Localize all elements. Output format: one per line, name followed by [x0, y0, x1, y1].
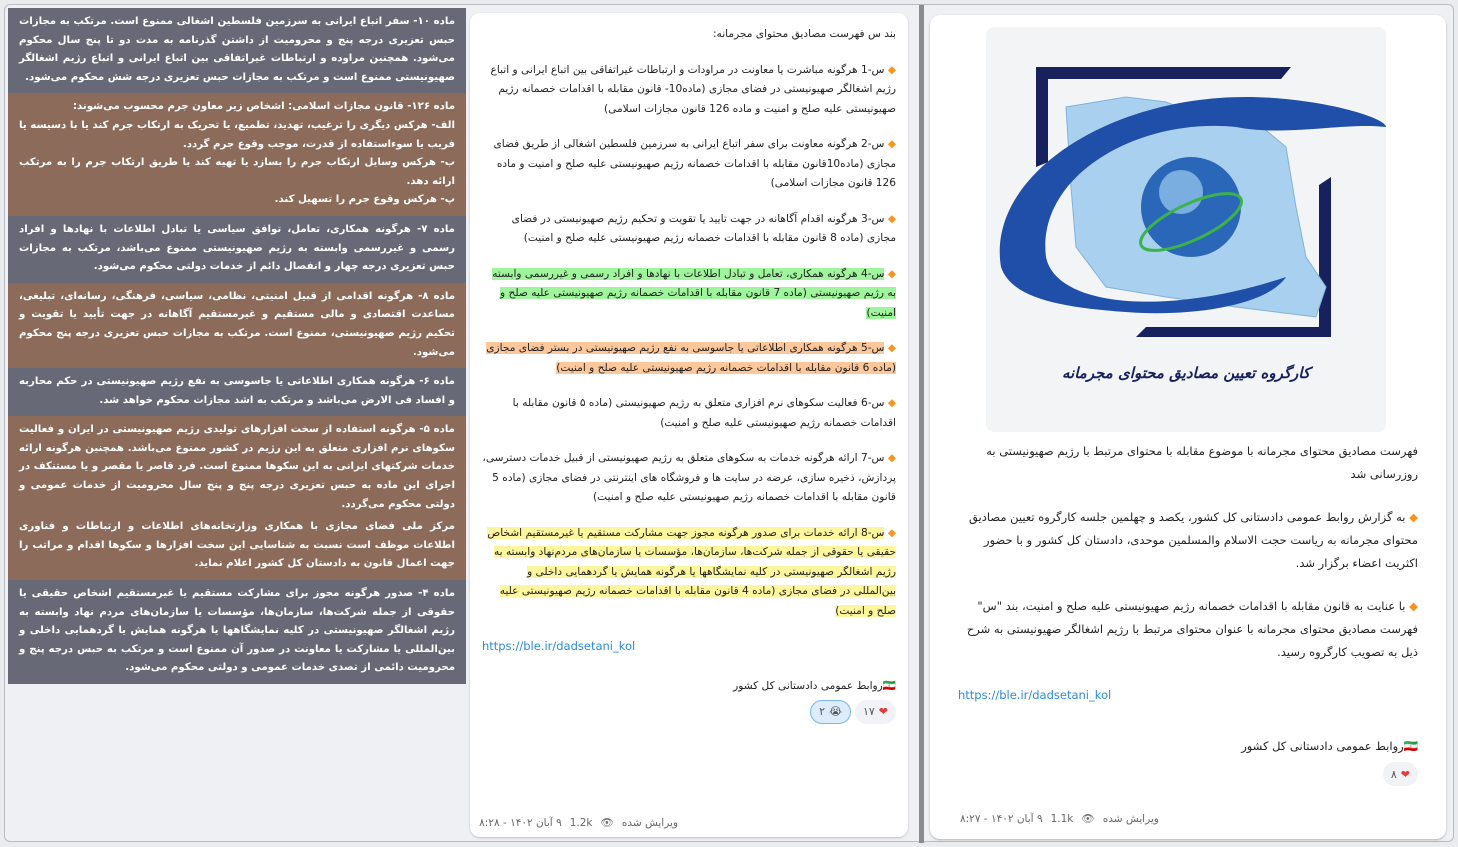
logo-text: کارگروه تعیین مصادیق محتوای مجرمانه — [1062, 364, 1310, 382]
signature: 🇮🇷روابط عمومی دادستانی کل کشور — [733, 679, 896, 692]
post-paragraph: ◆ با عنایت به قانون مقابله با اقدامات خصمانه رژیم صهیونیستی علیه صلح و امنیت، بند "س" فهرست مصادیق محتوای مجرمانه با عنوان محتوای مرتبط با رژیم اشغالگر صهیونیستی به شرح ذیل به تصویب کارگروه رسید. — [966, 599, 1418, 659]
law-article-text: ماده ۵- هرگونه استفاده از سخت افزارهای تولیدی رژیم صهیونیستی در ایران و فعالیت سکوهای نرم افزاری متعلق به این رژیم در کشور ممنوع می‌باشد. همچنین هرگونه ارائه خدمات شرکتهای ایرانی به این سکوها ممنوع است. فرد قاصر یا مقصر و یا مستنکف در اجرای این ماده به حبس تعزیری درجه پنج و پنج سال محرومیت از خدمات عمومی و دولتی محکوم می‌گردد. — [19, 424, 455, 510]
reaction-heart[interactable]: ❤ ۸ — [1383, 762, 1418, 786]
diamond-icon: ◆ — [884, 212, 896, 225]
post-paragraph: ◆ به گزارش روابط عمومی دادستانی کل کشور، یکصد و چهلمین جلسه کارگروه تعیین مصادیق محتوای مجرمانه به ریاست حجت الاسلام والمسلمین موحدی، دادستان کل کشور و با حضور اکثریت اعضاء برگزار شد. — [968, 510, 1418, 570]
content-item: ◆ س-2 هرگونه معاونت برای سفر اتباع ایرانی به سرزمین فلسطین اشغالی از طریق فضای مجازی (ماده10قانون مقابله با اقدامات خصمانه رژیم صهیونیستی علیه صلح و امنیت و ماده 126 قانون مجازات اسلامی) — [493, 138, 896, 189]
content-item: ◆ س-1 هرگونه مباشرت یا معاونت در مراودات و ارتباطات غیراتفاقی بین اتباع ایرانی و اتباع رژیم اشغالگر صهیونیستی در فضای مجازی (ماده10- قانون مقابله با اقدامات خصمانه رژیم صهیونیستی علیه صلح و امنیت و ماده 126 قانون مجازات اسلامی) — [490, 63, 896, 115]
content-item: ◆ س-8 ارائه خدمات برای صدور هرگونه مجوز جهت مشارکت مستقیم یا غیرمستقیم اشخاص حقیقی یا حقوقی از جمله شرکت‌ها، سازمان‌ها، مؤسسات یا سازمان‌های مردم‌نهاد وابسته به رژیم اشغالگر صهیونیستی در کلیه نمایشگاهها یا هرگونه همایش یا گردهمایی داخلی و بین‌المللی در فضای مجازی (ماده 4 قانون مقابله با اقدامات خصمانه رژیم صهیونیستی علیه صلح و امنیت) — [487, 526, 896, 617]
iran-flag-icon: 🇮🇷 — [1403, 739, 1418, 753]
message-meta: ویرایش شده 👁 1.1k ۹ آبان ۱۴۰۲ - ۸:۲۷ — [960, 808, 1159, 831]
diamond-icon: ◆ — [1409, 599, 1418, 613]
law-article-text: ماده ۸- هرگونه اقدامی از قبیل امنیتی، نظامی، سیاسی، فرهنگی، رسانه‌ای، تبلیغی، مساعدت اقتصادی و مالی مستقیم و غیرمستقیم آگاهانه در جهت تأیید یا تقویت و تحکیم رژیم صهیونیستی، ممنوع است. مرتکب به مجازات حبس تعزیری درجه پنج محکوم می‌شود. — [19, 290, 456, 358]
diamond-icon: ◆ — [884, 526, 896, 539]
law-article-text: پ- هرکس وقوع جرم را تسهیل کند. — [274, 194, 455, 206]
heart-icon: ❤ — [878, 705, 888, 719]
law-article-text: الف- هرکس دیگری را ترغیب، تهدید، تطمیع، یا تحریک به ارتکاب جرم کند یا با دسیسه یا فریب یا سوءاستفاده از قدرت، موجب وقوع جرم گردد. — [19, 119, 455, 150]
diamond-icon: ◆ — [884, 138, 896, 150]
law-article-text: ماده ۱۰- سفر اتباع ایرانی به سرزمین فلسطین اشغالی ممنوع است. مرتکب به مجازات حبس تعزیری درجه پنج و محرومیت از داشتن گذرنامه به مدت دو تا پنج سال محکوم می‌شود. همچنین مراوده و ارتباطات غیراتفاقی بین اتباع ایرانی و اتباع رژیم اشغالگر صهیونیستی ممنوع است و مرتکب به مجازات حبس تعزیری درجه شش محکوم می‌شود. — [19, 16, 455, 83]
post-paragraph: فهرست مصادیق محتوای مجرمانه با موضوع مقابله با محتوای مرتبط با رژیم صهیونیستی به روزرسانی شد — [986, 444, 1418, 481]
law-article-text: ماده ۷- هرگونه همکاری، تعامل، توافق سیاسی یا تبادل اطلاعات با نهادها و افراد رسمی و غیررسمی وابسته به رژیم صهیونیستی ممنوع می‌باشد، مرتکب به مجازات حبس تعزیری درجه چهار و انفصال دائم از خدمات دولتی محکوم می‌شود. — [19, 223, 455, 273]
eye-icon: 👁 — [1081, 813, 1095, 825]
content-item: ◆ س-6 فعالیت سکوهای نرم افزاری متعلق به رژیم صهیونیستی (ماده ۵ قانون مقابله با اقدامات خصمانه رژیم صهیونیستی علیه صلح و امنیت) — [512, 397, 896, 429]
reactions — [482, 700, 896, 724]
law-article-block — [8, 368, 466, 416]
diamond-icon: ◆ — [884, 397, 896, 409]
channel-post — [930, 15, 1446, 839]
channel-link[interactable]: https://ble.ir/dadsetani_kol — [482, 639, 636, 653]
eye-icon: 👁 — [600, 816, 614, 829]
reaction-crying[interactable]: 😭 ۲ — [810, 700, 851, 724]
law-article-text: ب- هرکس وسایل ارتکاب جرم را بسازد یا تهیه کند یا طریق ارتکاب جرم را به مرتکب ارائه دهد. — [19, 157, 455, 187]
law-article-block — [8, 416, 466, 580]
law-article-block — [8, 216, 466, 283]
law-article-block — [8, 283, 466, 368]
law-article-text: ماده ۶- هرگونه همکاری اطلاعاتی یا جاسوسی به نفع رژیم صهیونیستی در حکم محاربه و افساد فی الارض می‌باشد و مرتکب به اشد مجازات محکوم خواهد شد. — [19, 376, 455, 406]
law-article-block — [8, 580, 466, 684]
diamond-icon: ◆ — [884, 342, 896, 354]
panel-divider — [919, 5, 924, 843]
content-item: ◆ س-5 هرگونه همکاری اطلاعاتی یا جاسوسی به نفع رژیم صهیونیستی در بستر فضای مجازی (ماده 6 قانون مقابله با اقدامات خصمانه رژیم صهیونیستی علیه صلح و امنیت) — [486, 342, 896, 374]
diamond-icon: ◆ — [884, 63, 896, 76]
app-frame — [4, 4, 1454, 842]
logo-image — [986, 27, 1386, 432]
message-meta: ویرایش شده 👁 1.2k ۹ آبان ۱۴۰۲ - ۸:۲۸ — [479, 814, 678, 834]
diamond-icon: ◆ — [1409, 510, 1418, 524]
message-bubble-list — [470, 13, 908, 837]
iran-flag-icon: 🇮🇷 — [882, 679, 896, 692]
law-article-block — [8, 8, 466, 93]
heart-icon: ❤ — [1400, 767, 1410, 781]
channel-link[interactable]: https://ble.ir/dadsetani_kol — [958, 688, 1112, 702]
post-heading: بند س فهرست مصادیق محتوای مجرمانه: — [712, 28, 896, 40]
law-article-text: ماده ۱۲۶- قانون مجازات اسلامی: اشخاص زیر معاون جرم محسوب می‌شوند: — [72, 101, 455, 113]
content-item: ◆ س-7 ارائه هرگونه خدمات به سکوهای متعلق به رژیم صهیونیستی از قبیل خدمات دسترسی، پردازش، ذخیره سازی، عرضه در سایت ها و فروشگاه های اینترنتی در فضای مجازی (ماده 5 قانون مقابله با اقدامات خصمانه رژیم صهیونیستی علیه صلح و امنیت) — [482, 452, 896, 503]
reaction-heart[interactable]: ❤ ۱۷ — [855, 700, 896, 724]
diamond-icon: ◆ — [884, 452, 896, 464]
content-item: ◆ س-4 هرگونه همکاری، تعامل و تبادل اطلاعات با نهادها و افراد رسمی و غیررسمی وابسته به رژیم صهیونیستی (ماده 7 قانون مقابله با اقدامات خصمانه رژیم صهیونیستی علیه صلح و امنیت) — [492, 267, 896, 319]
crying-face-icon: 😭 — [829, 705, 842, 719]
law-article-text: مرکز ملی فضای مجازی با همکاری وزارتخانه‌های اطلاعات و ارتباطات و فناوری اطلاعات موظف است نسبت به شناسایی این سخت افزارها و سکوها اقدام و مراتب را جهت اعمال قانون به دادستان کل کشور اعلام نماید. — [19, 521, 455, 570]
infographic-panel — [8, 8, 466, 684]
law-article-block — [8, 93, 466, 216]
signature: 🇮🇷روابط عمومی دادستانی کل کشور — [1241, 739, 1418, 753]
diamond-icon: ◆ — [884, 267, 896, 280]
law-article-text: ماده ۴- صدور هرگونه مجوز برای مشارکت مستقیم یا غیرمستقیم اشخاص حقیقی یا حقوقی از جمله شرکت‌ها، سازمان‌ها، مؤسسات یا سازمان‌های مردم نهاد وابسته به رژیم اشغالگر صهیونیستی در کلیه نمایشگاهها یا هرگونه همایش یا گردهمایی داخلی و بین‌المللی یا مشارکت یا معاونت در صدور آن ممنوع است و مرتکب به حبس درجه پنج و محرومیت دائمی از تصدی خدمات عمومی و دولتی محکوم می‌شود. — [19, 588, 455, 674]
content-item: ◆ س-3 هرگونه اقدام آگاهانه در جهت تایید یا تقویت و تحکیم رژیم صهیونیستی در فضای مجازی (ماده 8 قانون مقابله با اقدامات خصمانه رژیم صهیونیستی علیه صلح و امنیت) — [511, 212, 896, 244]
